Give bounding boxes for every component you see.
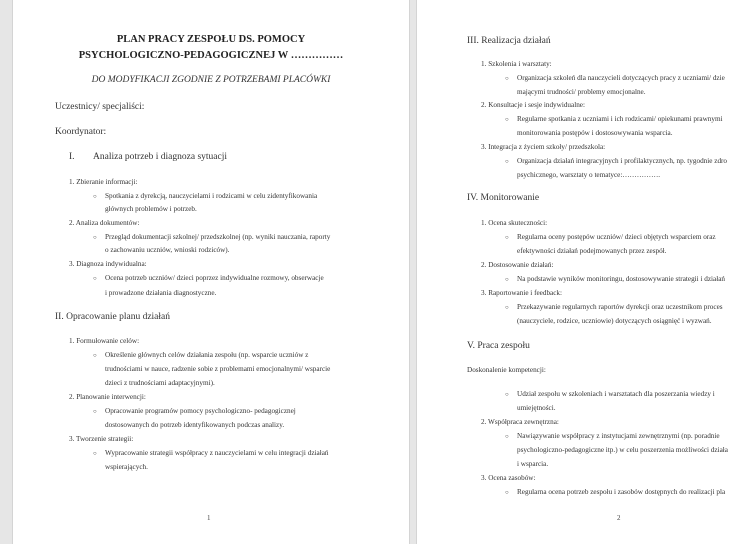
bullet-icon: ○ (505, 159, 509, 165)
s3-item-1: 1. Szkolenia i warsztaty: (481, 60, 552, 68)
section-2-title: II. Opracowanie planu działań (55, 312, 171, 322)
section-3-title: III. Realizacja działań (467, 36, 551, 46)
s4-item-1-line-1: Regularna oceny postępów uczniów/ dzieci objętych wsparciem oraz (517, 233, 716, 241)
section-1-number: I. (69, 152, 75, 162)
section-4-title: IV. Monitorowanie (467, 193, 540, 203)
s2-item-1-line-2: trudnościami w nauce, radzenie sobie z problemami emocjonalnymi/ wsparcie (105, 365, 331, 373)
s1-item-2-line-1: Przegląd dokumentacji szkolnej/ przedszkolnej (np. wyniki nauczania, raporty (105, 233, 331, 241)
s3-item-1-line-2: mającymi trudności/ problemy emocjonalne. (517, 88, 646, 96)
document-subtitle: DO MODYFIKACJI ZGODNIE Z POTRZEBAMI PLACÓWKI (91, 75, 331, 85)
bullet-icon: ○ (505, 76, 509, 82)
s3-item-2-line-1: Regularne spotkania z uczniami i ich rodzicami/ opiekunami prawnymi (517, 115, 723, 123)
s5-item-2-line-3: i wsparcia. (517, 460, 549, 468)
document-title-line-2: PSYCHOLOGICZNO-PEDAGOGICZNEJ W …………… (78, 50, 344, 61)
s2-item-3: 3. Tworzenie strategii: (69, 435, 134, 443)
document-title-line-1: PLAN PRACY ZESPOŁU DS. POMOCY (116, 34, 306, 45)
document-page-2 (416, 0, 750, 544)
s2-item-1-line-3: dzieci z trudnościami adaptacyjnymi). (105, 379, 215, 387)
s2-item-3-line-2: wspierających. (105, 463, 148, 471)
s5-item-2: 2. Współpraca zewnętrzna: (481, 418, 559, 426)
s4-item-3: 3. Raportowanie i feedback: (481, 289, 563, 297)
s3-item-3: 3. Integracja z życiem szkoły/ przedszkola: (481, 143, 606, 151)
s3-item-3-line-1: Organizacja działań integracyjnych i profilaktycznych, np. tygodnie zdro (517, 157, 728, 165)
s4-item-2-line-1: Na podstawie wyników monitoringu, dostosowywanie strategii i działań (517, 275, 726, 283)
s5-item-3: 3. Ocena zasobów: (481, 474, 536, 482)
s5-item-0-line-2: umiejętności. (517, 404, 556, 412)
bullet-icon: ○ (505, 117, 509, 123)
s4-item-1: 1. Ocena skuteczności: (481, 219, 548, 227)
s2-item-2-line-1: Opracowanie programów pomocy psychologiczno- pedagogicznej (105, 407, 296, 415)
document-page-1 (12, 0, 410, 544)
page-number: 1 (207, 514, 211, 522)
bullet-icon: ○ (93, 353, 97, 359)
s3-item-3-line-2: psychicznego, warsztaty o tematyce:……………. (517, 171, 661, 179)
s1-item-2: 2. Analiza dokumentów: (69, 219, 140, 227)
s1-item-1-line-1: Spotkania z dyrekcją, nauczycielami i rodzicami w celu zidentyfikowania (105, 192, 318, 200)
s1-item-2-line-2: o zachowaniu uczniów, wnioski rodziców). (105, 246, 230, 254)
bullet-icon: ○ (505, 235, 509, 241)
bullet-icon: ○ (505, 490, 509, 496)
s2-item-1-line-1: Określenie głównych celów działania zespołu (np. wsparcie uczniów z (105, 351, 309, 359)
s1-item-3: 3. Diagnoza indywidualna: (69, 260, 147, 268)
participants-label: Uczestnicy/ specjaliści: (55, 102, 145, 112)
bullet-icon: ○ (93, 235, 97, 241)
s4-item-3-line-1: Przekazywanie regularnych raportów dyrekcji oraz uczestnikom proces (517, 303, 723, 311)
s4-item-2: 2. Dostosowanie działań: (481, 261, 554, 269)
s1-item-1: 1. Zbieranie informacji: (69, 178, 138, 186)
bullet-icon: ○ (505, 434, 509, 440)
bullet-icon: ○ (93, 451, 97, 457)
s5-item-3-line-1: Regularna ocena potrzeb zespołu i zasobów dostępnych do realizacji pla (517, 488, 726, 496)
bullet-icon: ○ (93, 276, 97, 282)
s2-item-1: 1. Formułowanie celów: (69, 337, 140, 345)
s4-item-3-line-2: (nauczyciele, rodzice, uczniowie) dotyczących osiągnięć i wyzwań. (517, 317, 712, 325)
bullet-icon: ○ (505, 277, 509, 283)
s3-item-2: 2. Konsultacje i sesje indywidualne: (481, 101, 585, 109)
s5-item-0-line-1: Udział zespołu w szkoleniach i warsztatach dla poszerzania wiedzy i (517, 390, 715, 398)
s5-item-2-line-1: Nawiązywanie współpracy z instytucjami zewnętrznymi (np. poradnie (517, 432, 720, 440)
s1-item-1-line-2: głównych problemów i potrzeb. (105, 205, 197, 213)
section-1-title: Analiza potrzeb i diagnoza sytuacji (93, 152, 228, 162)
section-5-title: V. Praca zespołu (467, 341, 530, 351)
s1-item-3-line-2: i prowadzone działania diagnostyczne. (105, 289, 217, 297)
bullet-icon: ○ (93, 194, 97, 200)
page-number: 2 (617, 514, 621, 522)
s5-item-2-line-2: psychologiczno-pedagogiczne itp.) w celu poszerzenia możliwości działa (517, 446, 728, 454)
s4-item-1-line-2: efektywności działań podejmowanych przez zespół. (517, 247, 667, 255)
s2-item-3-line-1: Wypracowanie strategii współpracy z nauczycielami w celu integracji działań (105, 449, 329, 457)
s3-item-1-line-1: Organizacja szkoleń dla nauczycieli dotyczących pracy z uczniami/ dzie (517, 74, 725, 82)
bullet-icon: ○ (505, 305, 509, 311)
s3-item-2-line-2: monitorowania postępów i dostosowywania wsparcia. (517, 129, 673, 137)
s2-item-2: 2. Planowanie interwencji: (69, 393, 146, 401)
bullet-icon: ○ (505, 392, 509, 398)
s1-item-3-line-1: Ocena potrzeb uczniów/ dzieci poprzez indywidualne rozmowy, obserwacje (105, 274, 324, 282)
coordinator-label: Koordynator: (55, 127, 107, 137)
bullet-icon: ○ (93, 409, 97, 415)
s2-item-2-line-2: dostosowanych do potrzeb identyfikowanych podczas analizy. (105, 421, 285, 429)
s5-subheading: Doskonalenie kompetencji: (467, 366, 546, 374)
